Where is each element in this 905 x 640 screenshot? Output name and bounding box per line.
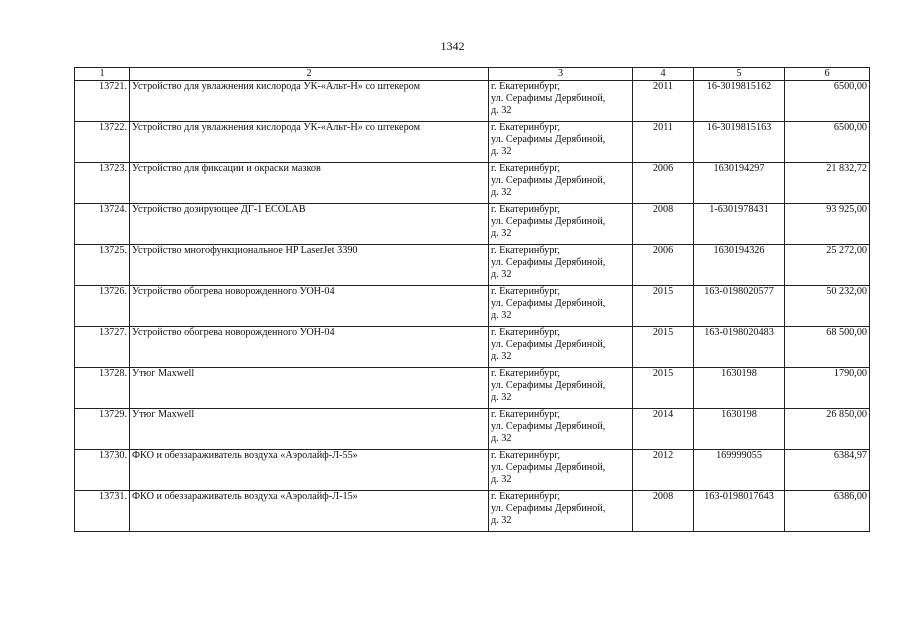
table-row (75, 368, 870, 409)
item-year: 2014 (633, 409, 694, 450)
item-cost: 25 272,00 (785, 245, 870, 286)
item-address (489, 245, 633, 286)
item-address (489, 286, 633, 327)
item-inventory-number: 1630194326 (694, 245, 785, 286)
address-house: д. 32 (491, 228, 512, 239)
item-name: Устройство для увлажнения кислорода УК-«Альт-Н» со штекером (130, 81, 489, 122)
address-house: д. 32 (491, 474, 512, 485)
item-year: 2015 (633, 327, 694, 368)
item-inventory-number: 16-3019815162 (694, 81, 785, 122)
property-registry-table (74, 67, 870, 532)
address-house: д. 32 (491, 105, 512, 116)
address-city: г. Екатеринбург, (491, 204, 560, 215)
item-inventory-number: 16-3019815163 (694, 122, 785, 163)
row-number: 13723. (75, 163, 130, 204)
item-address (489, 163, 633, 204)
item-name: ФКО и обеззараживатель воздуха «Аэролайф-Л-55» (130, 450, 489, 491)
item-name: Устройство для фиксации и окраски мазков (130, 163, 489, 204)
item-inventory-number: 163-0198020483 (694, 327, 785, 368)
address-street: ул. Серафимы Дерябиной, (491, 134, 606, 145)
item-cost: 6500,00 (785, 81, 870, 122)
address-street: ул. Серафимы Дерябиной, (491, 298, 606, 309)
item-cost: 93 925,00 (785, 204, 870, 245)
row-number: 13725. (75, 245, 130, 286)
row-number: 13729. (75, 409, 130, 450)
column-header-number: 1 (75, 68, 130, 81)
address-street: ул. Серафимы Дерябиной, (491, 503, 606, 514)
item-inventory-number: 163-0198020577 (694, 286, 785, 327)
table-row (75, 81, 870, 122)
item-year: 2015 (633, 286, 694, 327)
item-cost: 1790,00 (785, 368, 870, 409)
table-header-row (75, 68, 870, 81)
item-address (489, 327, 633, 368)
address-house: д. 32 (491, 187, 512, 198)
row-number: 13724. (75, 204, 130, 245)
address-street: ул. Серафимы Дерябиной, (491, 216, 606, 227)
item-cost: 68 500,00 (785, 327, 870, 368)
address-city: г. Екатеринбург, (491, 122, 560, 133)
item-address (489, 122, 633, 163)
item-address (489, 491, 633, 532)
page-number: 1342 (440, 39, 465, 53)
item-address (489, 409, 633, 450)
row-number: 13721. (75, 81, 130, 122)
item-name: Утюг Maxwell (130, 368, 489, 409)
item-name: Утюг Maxwell (130, 409, 489, 450)
address-street: ул. Серафимы Дерябиной, (491, 380, 606, 391)
item-inventory-number: 169999055 (694, 450, 785, 491)
item-address (489, 81, 633, 122)
table-row (75, 204, 870, 245)
address-street: ул. Серафимы Дерябиной, (491, 257, 606, 268)
item-year: 2012 (633, 450, 694, 491)
address-city: г. Екатеринбург, (491, 491, 560, 502)
column-header-inventory: 5 (694, 68, 785, 81)
address-street: ул. Серафимы Дерябиной, (491, 462, 606, 473)
column-header-address: 3 (489, 68, 633, 81)
table-row (75, 163, 870, 204)
item-inventory-number: 163-0198017643 (694, 491, 785, 532)
item-name: Устройство обогрева новорожденного УОН-04 (130, 286, 489, 327)
table-row (75, 327, 870, 368)
row-number: 13730. (75, 450, 130, 491)
item-year: 2008 (633, 204, 694, 245)
row-number: 13722. (75, 122, 130, 163)
column-header-cost: 6 (785, 68, 870, 81)
item-year: 2011 (633, 122, 694, 163)
address-house: д. 32 (491, 351, 512, 362)
item-inventory-number: 1-6301978431 (694, 204, 785, 245)
table-row (75, 122, 870, 163)
address-city: г. Екатеринбург, (491, 81, 560, 92)
address-house: д. 32 (491, 269, 512, 280)
item-name: Устройство многофункциональное HP LaserJet 3390 (130, 245, 489, 286)
column-header-year: 4 (633, 68, 694, 81)
address-house: д. 32 (491, 392, 512, 403)
item-cost: 50 232,00 (785, 286, 870, 327)
address-city: г. Екатеринбург, (491, 368, 560, 379)
table-row (75, 286, 870, 327)
row-number: 13731. (75, 491, 130, 532)
item-year: 2008 (633, 491, 694, 532)
address-street: ул. Серафимы Дерябиной, (491, 175, 606, 186)
item-inventory-number: 1630198 (694, 368, 785, 409)
address-house: д. 32 (491, 515, 512, 526)
address-house: д. 32 (491, 146, 512, 157)
address-street: ул. Серафимы Дерябиной, (491, 421, 606, 432)
item-inventory-number: 1630194297 (694, 163, 785, 204)
item-year: 2006 (633, 163, 694, 204)
row-number: 13727. (75, 327, 130, 368)
address-city: г. Екатеринбург, (491, 163, 560, 174)
item-address (489, 450, 633, 491)
item-name: Устройство для увлажнения кислорода УК-«Альт-Н» со штекером (130, 122, 489, 163)
item-cost: 26 850,00 (785, 409, 870, 450)
item-cost: 6500,00 (785, 122, 870, 163)
item-cost: 6386,00 (785, 491, 870, 532)
item-name: ФКО и обеззараживатель воздуха «Аэролайф-Л-15» (130, 491, 489, 532)
address-house: д. 32 (491, 433, 512, 444)
address-city: г. Екатеринбург, (491, 409, 560, 420)
table-row (75, 450, 870, 491)
table-row (75, 409, 870, 450)
item-address (489, 368, 633, 409)
item-inventory-number: 1630198 (694, 409, 785, 450)
address-city: г. Екатеринбург, (491, 286, 560, 297)
item-year: 2006 (633, 245, 694, 286)
item-name: Устройство дозирующее ДГ-1 ECOLAB (130, 204, 489, 245)
address-city: г. Екатеринбург, (491, 245, 560, 256)
address-city: г. Екатеринбург, (491, 327, 560, 338)
item-cost: 21 832,72 (785, 163, 870, 204)
item-cost: 6384,97 (785, 450, 870, 491)
item-address (489, 204, 633, 245)
item-year: 2015 (633, 368, 694, 409)
address-street: ул. Серафимы Дерябиной, (491, 339, 606, 350)
item-year: 2011 (633, 81, 694, 122)
item-name: Устройство обогрева новорожденного УОН-04 (130, 327, 489, 368)
row-number: 13728. (75, 368, 130, 409)
address-city: г. Екатеринбург, (491, 450, 560, 461)
row-number: 13726. (75, 286, 130, 327)
address-street: ул. Серафимы Дерябиной, (491, 93, 606, 104)
table-row (75, 491, 870, 532)
column-header-name: 2 (130, 68, 489, 81)
table-row (75, 245, 870, 286)
address-house: д. 32 (491, 310, 512, 321)
